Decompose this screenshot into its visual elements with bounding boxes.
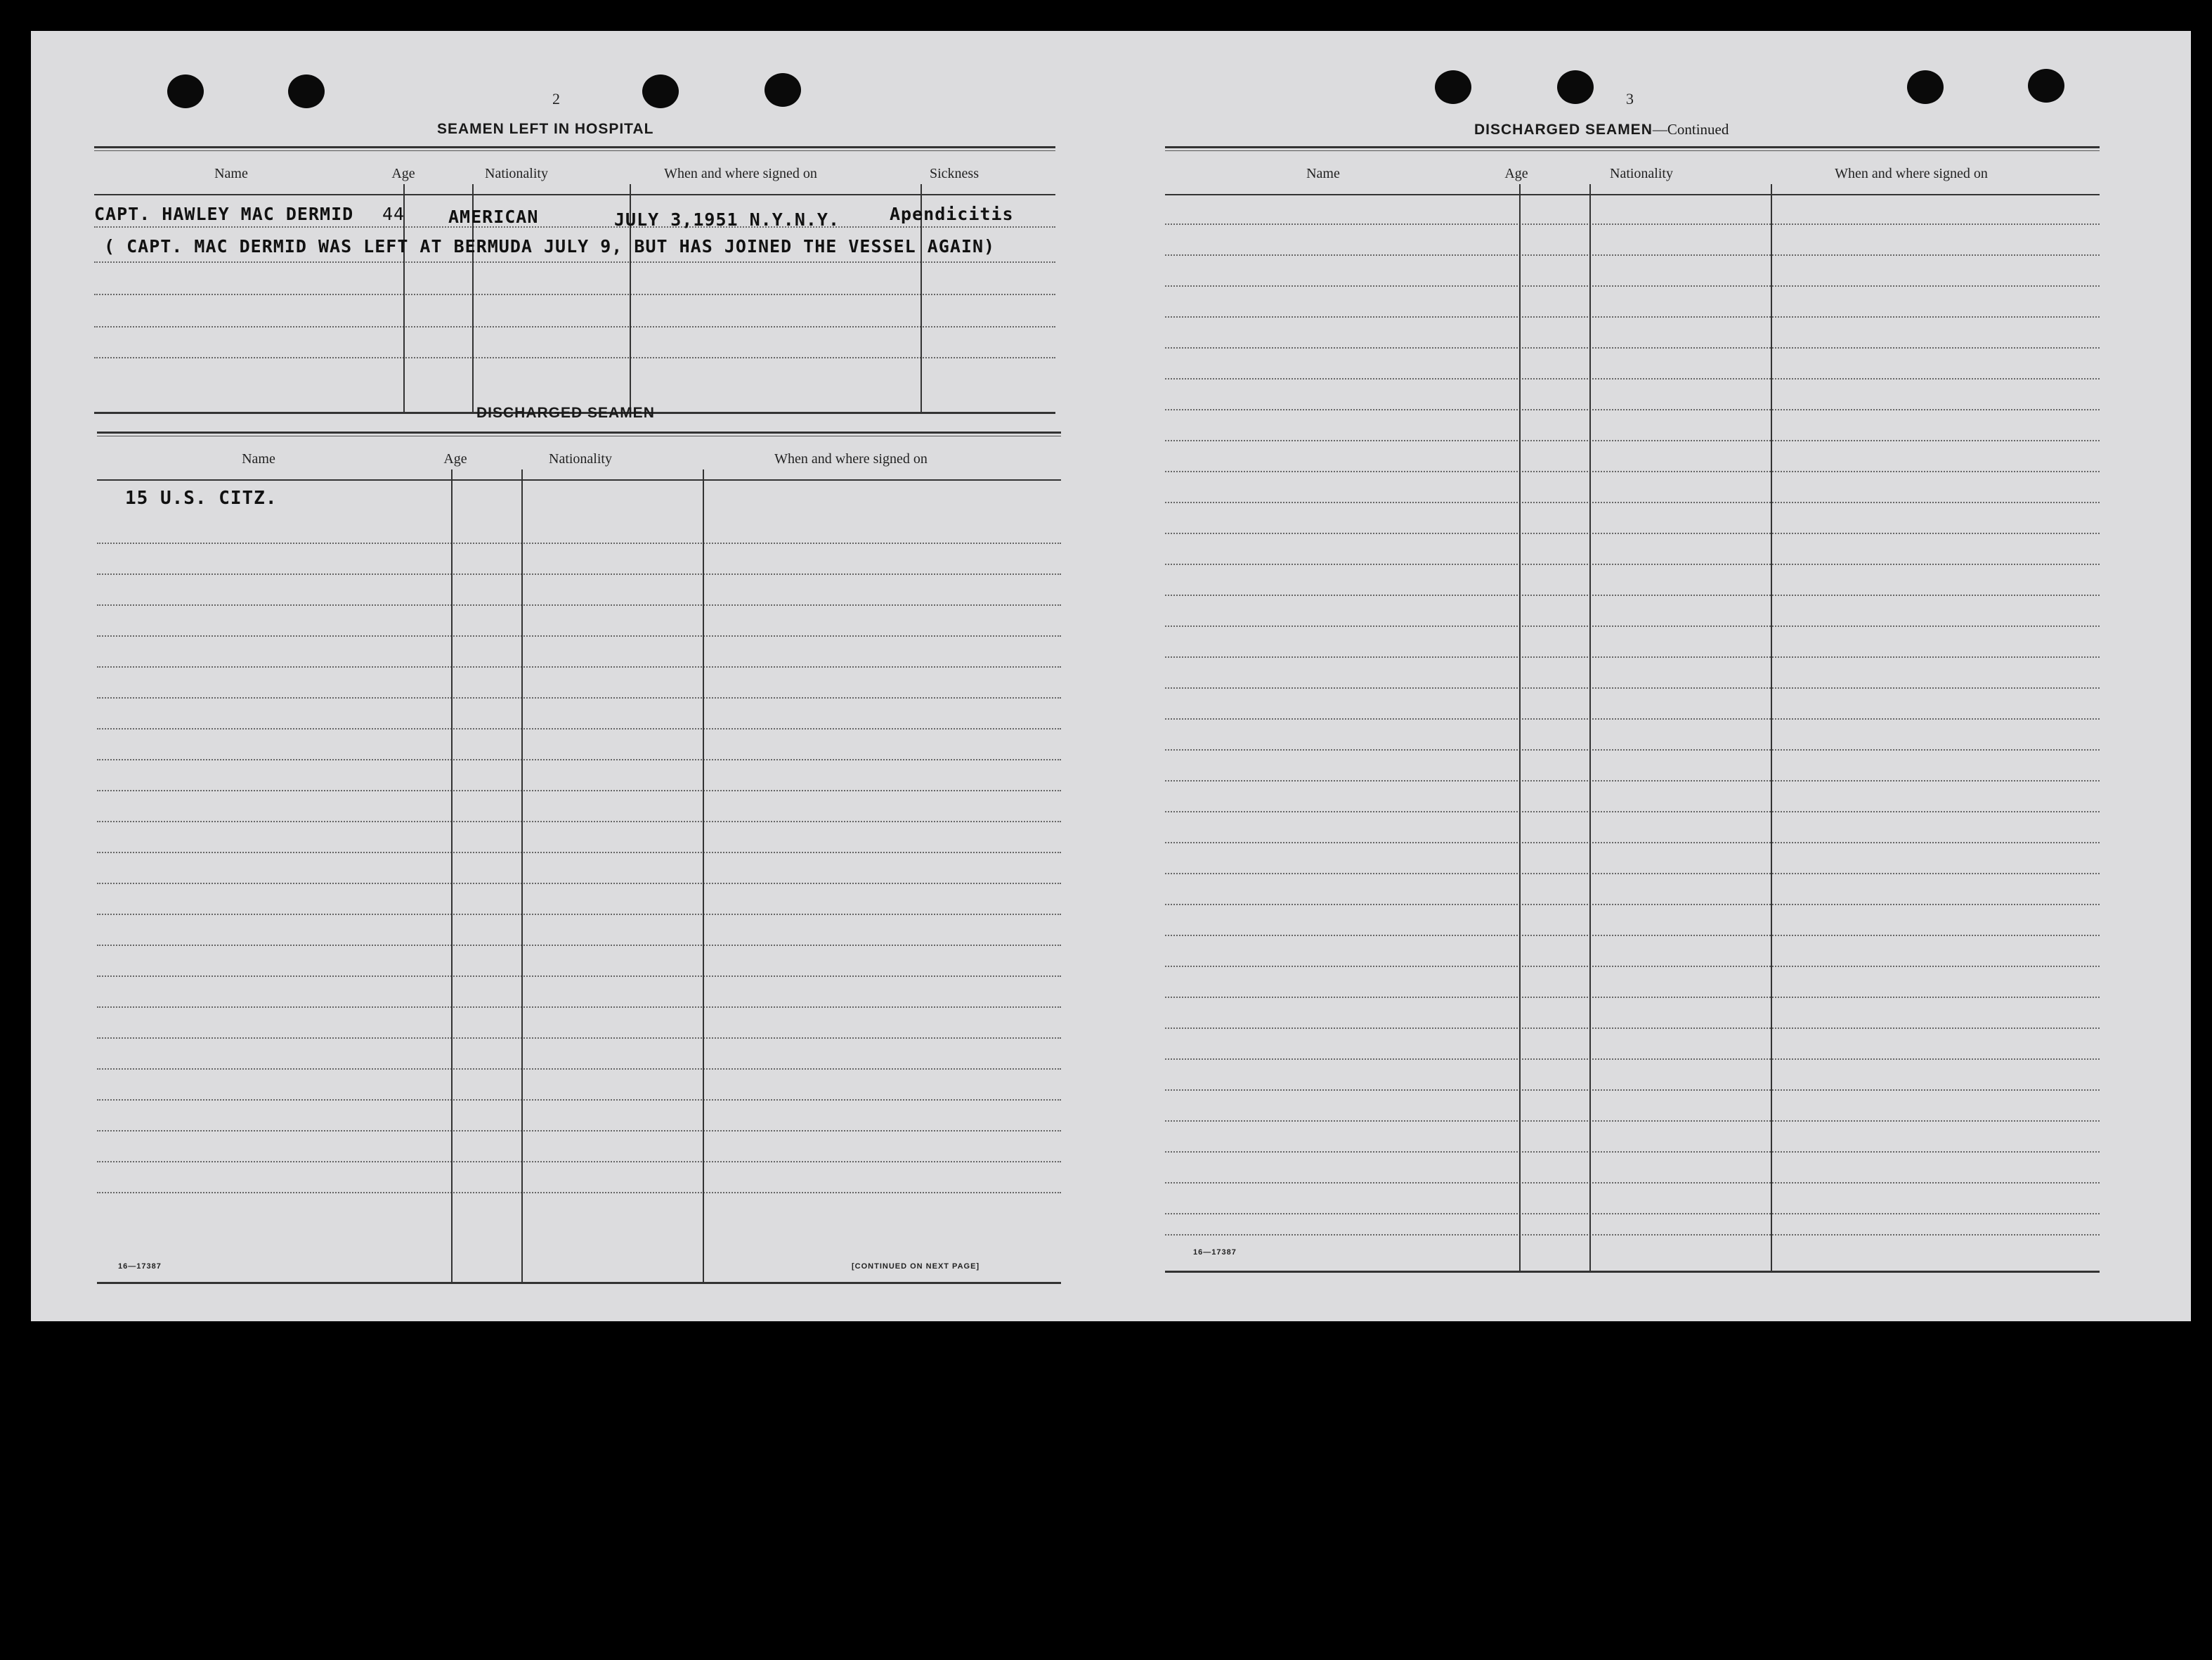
punch-hole bbox=[288, 74, 325, 108]
form-number: 16—17387 bbox=[1193, 1248, 1237, 1257]
discharged-table bbox=[97, 432, 1061, 1247]
punch-hole bbox=[2028, 69, 2064, 103]
punch-hole bbox=[765, 73, 801, 107]
column-header: When and where signed on bbox=[774, 451, 928, 467]
column-header: Sickness bbox=[930, 166, 979, 181]
discharged-section-title: DISCHARGED SEAMEN bbox=[476, 405, 655, 421]
column-header: When and where signed on bbox=[1835, 166, 1988, 181]
discharged-continued-table bbox=[1165, 146, 2100, 1282]
discharged-continued-title-suffix: —Continued bbox=[1652, 121, 1729, 138]
column-header: Age bbox=[443, 451, 467, 467]
hospital-sickness-cell: Apendicitis bbox=[890, 204, 1014, 224]
discharged-continued-title bbox=[1474, 121, 1729, 138]
column-header: When and where signed on bbox=[664, 166, 817, 181]
column-header: Name bbox=[1306, 166, 1340, 181]
column-header: Nationality bbox=[485, 166, 548, 181]
discharged-entry: 15 U.S. CITZ. bbox=[125, 488, 278, 509]
hospital-table bbox=[94, 146, 1055, 420]
punch-hole bbox=[1557, 70, 1594, 104]
column-header: Nationality bbox=[549, 451, 612, 467]
hospital-age-cell: 44 bbox=[382, 204, 405, 224]
punch-hole bbox=[1435, 70, 1471, 104]
punch-hole bbox=[1907, 70, 1944, 104]
column-header: Name bbox=[214, 166, 248, 181]
form-number: 16—17387 bbox=[118, 1262, 162, 1271]
hospital-section-title: SEAMEN LEFT IN HOSPITAL bbox=[437, 121, 654, 137]
discharged-continued-title-main: DISCHARGED SEAMEN bbox=[1474, 122, 1653, 138]
column-header: Nationality bbox=[1610, 166, 1673, 181]
page-number: 2 bbox=[552, 90, 560, 108]
hospital-signed-on-cell: JULY 3,1951 N.Y.N.Y. bbox=[614, 209, 840, 230]
hospital-name-cell: CAPT. HAWLEY MAC DERMID bbox=[94, 204, 354, 224]
hospital-nationality-cell: AMERICAN bbox=[448, 207, 539, 227]
continued-note: [CONTINUED ON NEXT PAGE] bbox=[852, 1262, 980, 1271]
column-header: Age bbox=[1504, 166, 1528, 181]
punch-hole bbox=[642, 74, 679, 108]
column-header: Age bbox=[391, 166, 415, 181]
column-header: Name bbox=[242, 451, 275, 467]
punch-hole bbox=[167, 74, 204, 108]
hospital-note: ( CAPT. MAC DERMID WAS LEFT AT BERMUDA JULY 9, BUT HAS JOINED THE VESSEL AGAIN) bbox=[104, 236, 996, 257]
document-sheet bbox=[31, 31, 2191, 1321]
page-number: 3 bbox=[1626, 90, 1634, 108]
